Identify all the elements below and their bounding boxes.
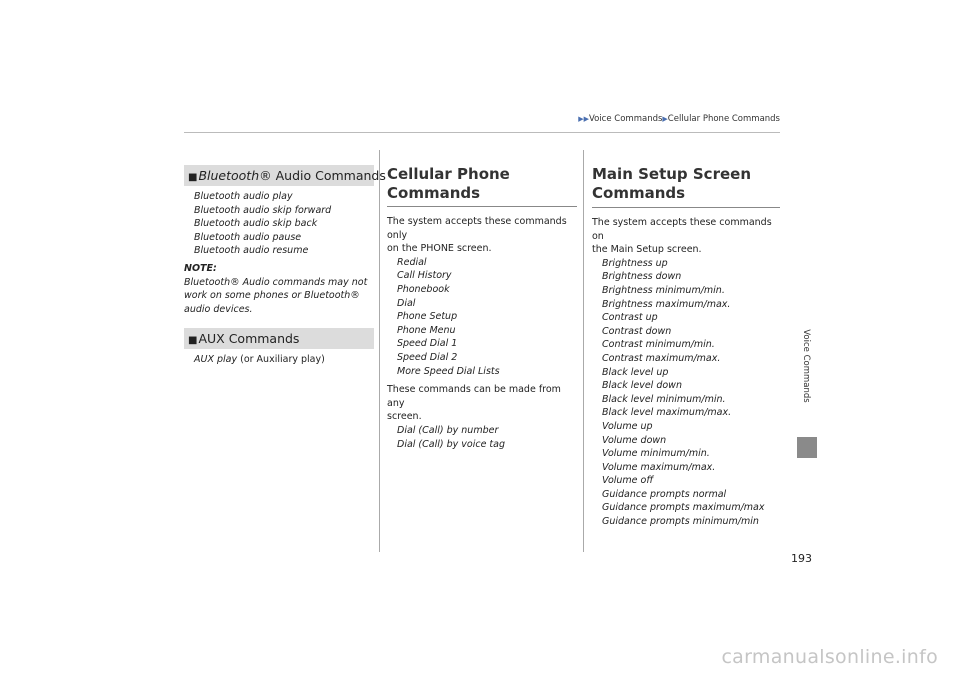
breadcrumb [578,114,780,124]
list-item: Bluetooth audio pause [194,231,302,243]
list-item: Dial (Call) by voice tag [397,438,506,450]
watermark: carmanualsonline.info [721,646,938,668]
side-tab-label[interactable]: Voice Commands [801,329,811,403]
list-item: Black level minimum/min. [602,393,726,405]
list-item: Contrast up [602,312,658,324]
list-item: Speed Dial 1 [397,338,458,350]
list-item: Brightness minimum/min. [602,284,725,296]
list-item: Black level maximum/max. [602,407,732,419]
cellular-command-list [387,256,577,378]
list-item: Dial (Call) by number [397,424,499,436]
list-item: Contrast down [602,325,672,337]
page-number: 193 [791,552,812,565]
main-setup-heading: Main Setup Screen Commands [592,165,780,208]
list-item: Brightness maximum/max. [602,298,731,310]
list-item: Bluetooth audio resume [194,245,309,257]
list-item: Speed Dial 2 [397,351,458,363]
bluetooth-audio-heading: ■Bluetooth® Audio Commands [184,165,374,186]
list-item: Phone Setup [397,311,458,323]
arrow-right-icon: ▶▶ [578,115,589,123]
list-item: Volume minimum/min. [602,448,710,460]
header-rule [184,132,780,133]
list-item: Brightness up [602,257,668,269]
cellular-phone-heading: Cellular Phone Commands [387,165,577,207]
note-title: NOTE: [184,262,217,274]
arrow-right-icon: ▶ [662,115,668,123]
square-bullet-icon: ■ [188,172,198,183]
list-item: Guidance prompts normal [602,488,727,500]
square-bullet-icon: ■ [188,335,198,347]
bluetooth-command-list [184,190,374,258]
main-setup-command-list [592,257,780,529]
list-item: More Speed Dial Lists [397,365,500,377]
list-item: Volume down [602,434,667,446]
breadcrumb-item[interactable]: Cellular Phone Commands [667,114,780,124]
list-item: Guidance prompts maximum/max [602,502,765,514]
note-body: Bluetooth® Audio commands may not work on some phones or Bluetooth® audio devices. [184,276,368,315]
cellular-intro: The system accepts these commands only on the PHONE screen. [387,216,567,255]
breadcrumb-item[interactable]: Voice Commands [588,114,663,124]
list-item: Contrast minimum/min. [602,339,715,351]
list-item: Contrast maximum/max. [602,352,721,364]
list-item: Bluetooth audio skip back [194,218,318,230]
list-item: Phonebook [397,283,450,295]
aux-commands-heading: ■AUX Commands [184,328,374,349]
middle-column [387,165,577,451]
list-item: Redial [397,256,427,268]
column-divider [583,150,584,552]
list-item: Phone Menu [397,324,456,336]
list-item: Guidance prompts minimum/min [602,516,759,528]
list-item: Brightness down [602,271,682,283]
list-item: Volume off [602,475,654,487]
side-tab-marker [797,437,817,458]
list-item: Bluetooth audio play [194,191,293,202]
column-divider [379,150,380,552]
list-item: Dial [397,297,416,309]
list-item: Volume up [602,420,653,432]
aux-command: AUX play (or Auxiliary play) [194,354,325,366]
list-item: Volume maximum/max. [602,461,716,473]
list-item: Black level down [602,380,682,392]
right-column [592,165,780,529]
list-item: Black level up [602,366,669,378]
left-column [184,165,386,367]
list-item: Call History [397,270,452,282]
any-screen-intro: These commands can be made from any screen. [387,384,561,423]
main-setup-intro: The system accepts these commands on the Main Setup screen. [592,217,772,256]
any-screen-command-list [387,424,577,451]
list-item: Bluetooth audio skip forward [194,204,332,216]
